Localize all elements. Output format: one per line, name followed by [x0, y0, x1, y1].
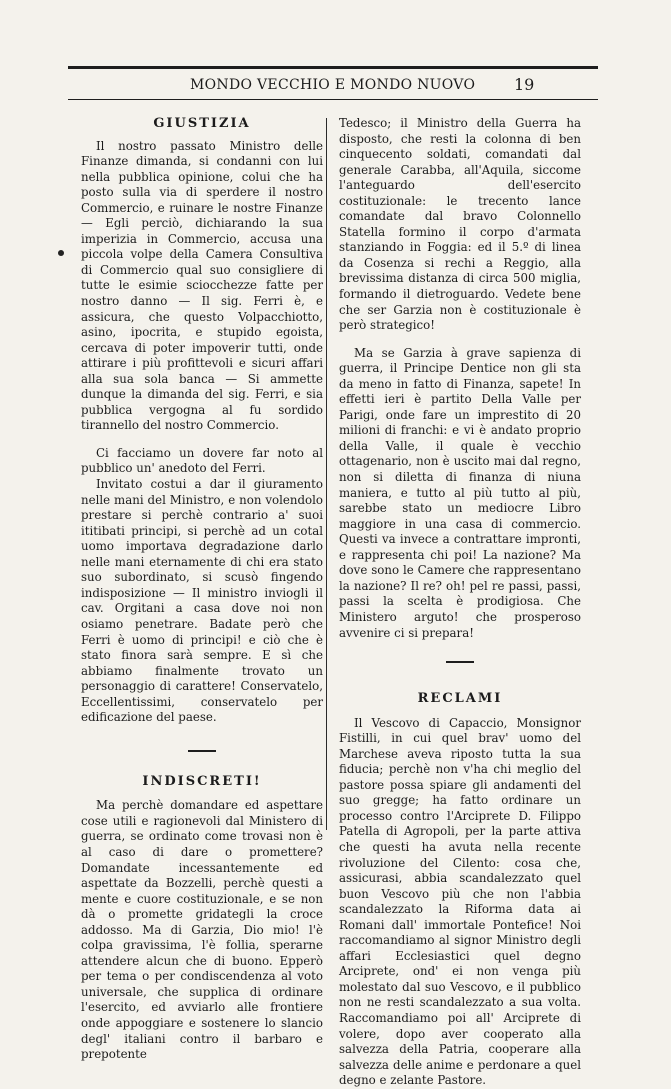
garzia-paragraph: Ma se Garzia à grave sapienza di guerra, il Principe Dentice non gli sta da meno in fatto di Finanza, sapete! In effetti ieri è partito Della Valle per Parigi, onde fare un imprestito di 20 milioni di franchi: e vi è andato proprio della Valle, il quale è vecchio ottagenario, non è uscito mai dal regno, non si diletta di finanza di niuna maniera, e tutto al più tutto al più, sarebbe stato un mediocre Libro maggiore in una casa di commercio. Questi va invece a contrattare impronti, e rappresenta chi poi! La nazione? Ma dove sono le Camere che rappresentano la nazione? Il re? oh! pel re passi, passi, passi la scelta è prodigiosa. Che Ministero arguto! che prosperoso avvenire ci si prepara! [339, 345, 581, 640]
page-number: 19 [514, 75, 535, 94]
indiscreti-paragraph: Ma perchè domandare ed aspettare cose utili e ragionevoli dal Ministero di guerra, se ordinato come trovasi non è al caso di dare o promettere? Domandate incessantemente ed aspettate da Bozzelli, perchè questi a mente e cuore costituzionale, e se non dà o promette gridategli la croce addosso. Ma di Garzia, Dio mio! l'è colpa gravissima, l'è follia, sperarne attendere alcun che di buono. Epperò per tema o per condiscendenza al voto universale, che supplica di ordinare l'esercito, ed avviarlo alle frontiere onde appoggiare e sostenere lo slancio degl' italiani contro il barbaro e prepotente [81, 798, 323, 1062]
running-head: MONDO VECCHIO E MONDO NUOVO [190, 77, 476, 93]
indiscreti-heading: INDISCRETI! [142, 773, 262, 789]
giustizia-paragraph-1: Il nostro passato Ministro delle Finanze dimanda, si condanni con lui nella pubblica opinione, colui che ha posto sulla via di sperdere il nostro Commercio, e ruinare le nostre Finanze — Egli perciò, dichiarando la sua imperizia in Commercio, accusa una piccola volpe della Camera Consultiva di Commercio qual suo consigliere di tutte le esimie sciocchezze fatte per nostro danno — Il sig. Ferri è, e assicura, che questo Volpacchiotto, asino, ipocrita, e stupido egoista, cercava di poter impoverir tutti, onde attirare i più profittevoli e sicuri affari alla sua sola banca — Si ammette dunque la dimanda del sig. Ferri, e sia pubblica vergogna al fu sordido tirannello del nostro Commercio. [81, 138, 323, 433]
war-ministry-paragraph: Tedesco; il Ministro della Guerra ha disposto, che resti la colonna di ben cinquecento soldati, comandati dal generale Carabba, all'Aquila, siccome l'anteguardo dell'esercito costituzionale: le trecento lance comandate dal bravo Colonnello Statella formino il corpo d'armata stanziando in Foggia: ed il 5.º di linea da Cosenza si rechi a Reggio, alla brevissima distanza di circa 500 miglia, formando il dietroguardo. Vedete bene che ser Garzia non è costituzionale è però strategico! [339, 116, 581, 333]
column-divider [326, 118, 327, 830]
margin-mark [58, 250, 64, 256]
reclami-paragraph: Il Vescovo di Capaccio, Monsignor Fistilli, in cui quel brav' uomo del Marchese aveva riposto tutta la sua fiducia; perchè non v'ha chi meglio del pastore possa spiare gli andamenti del suo gregge; ha fatto ordinare un processo contro l'Arciprete D. Filippo Patella di Agropoli, per la parte attiva che questi ha avuta nella recente rivoluzione del Cilento: cosa che, assicurasi, abbia scandalezzato quel buon Vescovo più che non l'abbia scandalezzato la Riforma data ai Romani dall' immortale Pontefice! Noi raccomandiamo al signor Ministro degli affari Ecclesiastici quel degno Arciprete, ond' ei non venga più molestato dal suo Vescovo, e il pubblico non ne resti scandalezzato a sua volta. Raccomandiamo poi all' Arciprete di volere, dopo aver cooperato alla salvezza della Patria, cooperare alla salvezza delle anime e perdonare a quel degno e zelante Pastore. [339, 715, 581, 1088]
giustizia-paragraph-2: Ci facciamo un dovere far noto al pubblico un' anedoto del Ferri. [81, 445, 323, 476]
right-column [339, 116, 581, 1089]
reclami-heading: RECLAMI [417, 691, 503, 707]
header-rule-thin [68, 99, 598, 100]
giustizia-heading: GIUSTIZIA [153, 116, 251, 131]
left-column [81, 116, 323, 1063]
giustizia-paragraph-3: Invitato costui a dar il giuramento nelle mani del Ministro, e non volendolo prestare si perchè contrario a' suoi ititibati principi, si perchè ad un cotal uomo importava degradazione darlo nelle mani eternamente di chi era stato suo subordinato, si scusò fingendo indisposizione — Il ministro inviogli il cav. Orgitani a casa dove noi non osiamo penetrare. Badate però che Ferri è uomo di principi! e ciò che è stato finora sarà sempre. E sì che abbiamo finalmente trovato un personaggio di carattere! Conservatelo, Eccellentissimi, conservatelo per edificazione del paese. [81, 477, 323, 725]
header-rule-thick [68, 66, 598, 69]
